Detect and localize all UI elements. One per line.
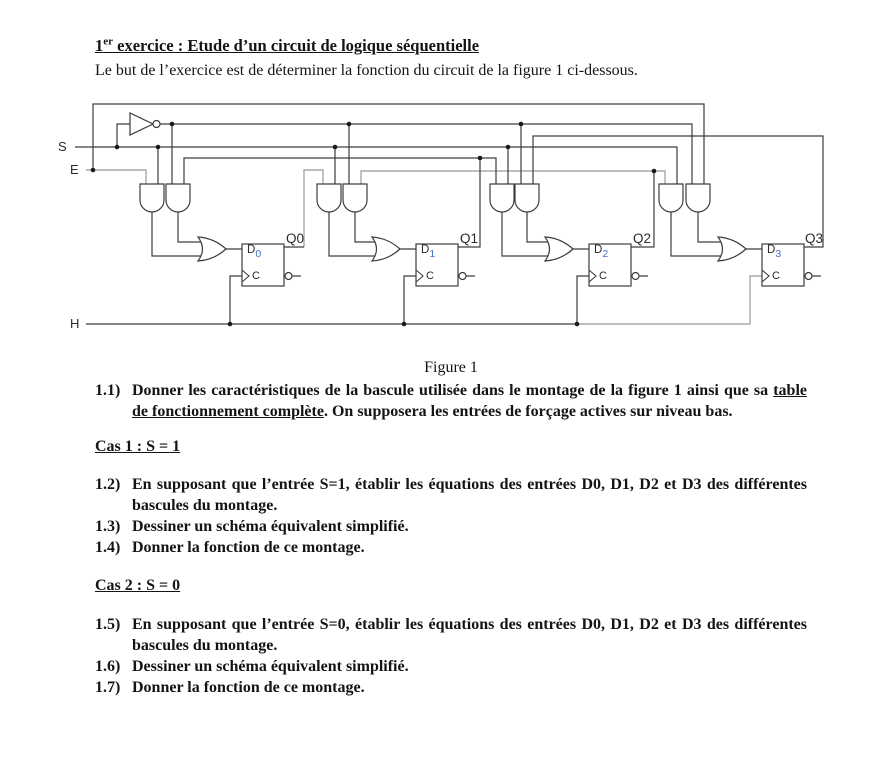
ff1-d-label — [421, 244, 435, 261]
question-1-1-text-underlined: table de fonctionnement complète — [132, 381, 807, 420]
question-1-3-number: 1.3) — [95, 517, 121, 535]
ff1-d-subscript: 1 — [429, 247, 436, 260]
question-1-7-number: 1.7) — [95, 678, 121, 696]
inverter-gate — [130, 113, 160, 135]
question-1-2-text: En supposant que l’entrée S=1, établir les équations des entrées D0, D1, D2 et D3 des différentes bascules du montage. — [132, 475, 807, 514]
question-1-5-text: En supposant que l’entrée S=0, établir les équations des entrées D0, D1, D2 et D3 des différentes bascules du montage. — [132, 615, 807, 654]
figure-caption: Figure 1 — [424, 358, 478, 376]
q3-output-label: Q3 — [805, 230, 824, 246]
input-label-s: S — [58, 138, 67, 154]
q1-output-label: Q1 — [460, 230, 479, 246]
question-1-6-number: 1.6) — [95, 657, 121, 675]
title-number: 1 — [95, 35, 104, 55]
case-1-heading-text: Cas 1 : S = 1 — [95, 437, 181, 455]
question-1-3 — [95, 516, 807, 537]
document-page — [0, 30, 874, 758]
ff0-clock-label: C — [252, 269, 260, 282]
question-1-5 — [95, 614, 807, 656]
q2-output-label: Q2 — [633, 230, 652, 246]
question-1-4 — [95, 537, 807, 558]
question-1-1 — [95, 380, 807, 422]
question-1-2 — [95, 474, 807, 516]
case-2-heading-text: Cas 2 : S = 0 — [95, 576, 181, 594]
question-1-2-number: 1.2) — [95, 475, 121, 493]
circuit-diagram — [0, 94, 874, 344]
ff3-d-letter: D — [767, 243, 776, 256]
question-1-3-text: Dessiner un schéma équivalent simplifié. — [132, 517, 409, 535]
ff3-d-subscript: 3 — [775, 247, 782, 260]
clock-edge-triangles — [242, 270, 769, 282]
question-1-5-number: 1.5) — [95, 615, 121, 633]
ff2-d-letter: D — [594, 243, 603, 256]
ff0-d-label — [247, 244, 261, 261]
and-gates — [140, 184, 710, 212]
ff3-d-label — [767, 244, 781, 261]
ff1-d-letter: D — [421, 243, 430, 256]
question-1-7-text: Donner la fonction de ce montage. — [132, 678, 365, 696]
title-superscript: er — [103, 35, 114, 47]
ff0-d-letter: D — [247, 243, 256, 256]
clock-label-h: H — [70, 315, 80, 331]
case-2-heading — [95, 575, 807, 596]
question-1-4-text: Donner la fonction de ce montage. — [132, 538, 365, 556]
junction-dots — [91, 121, 657, 326]
question-1-6 — [95, 656, 807, 677]
exercise-title — [95, 30, 807, 57]
ff2-d-label — [594, 244, 608, 261]
case-1-heading — [95, 436, 807, 457]
figure-1-circuit — [0, 94, 874, 344]
question-1-1-text — [132, 380, 807, 422]
ff1-clock-label: C — [426, 269, 434, 282]
ff0-d-subscript: 0 — [255, 247, 262, 260]
input-label-e: E — [70, 161, 79, 177]
question-1-1-number: 1.1) — [95, 381, 121, 399]
question-1-1-text-before: Donner les caractéristiques de la bascule utilisée dans le montage de la figure 1 ainsi que sa — [132, 381, 774, 399]
title-text: exercice : Etude d’un circuit de logique séquentielle — [113, 35, 480, 55]
q0-output-label: Q0 — [286, 230, 305, 246]
ff2-clock-label: C — [599, 269, 607, 282]
question-1-7 — [95, 677, 807, 698]
ff2-d-subscript: 2 — [602, 247, 609, 260]
question-1-6-text: Dessiner un schéma équivalent simplifié. — [132, 657, 409, 675]
question-1-4-number: 1.4) — [95, 538, 121, 556]
question-1-1-text-after: . On supposera les entrées de forçage actives sur niveau bas. — [323, 402, 733, 420]
circuit-wires — [75, 104, 823, 324]
intro-text: Le but de l’exercice est de déterminer la fonction du circuit de la figure 1 ci-dessous. — [95, 61, 638, 79]
ff3-clock-label: C — [772, 269, 780, 282]
